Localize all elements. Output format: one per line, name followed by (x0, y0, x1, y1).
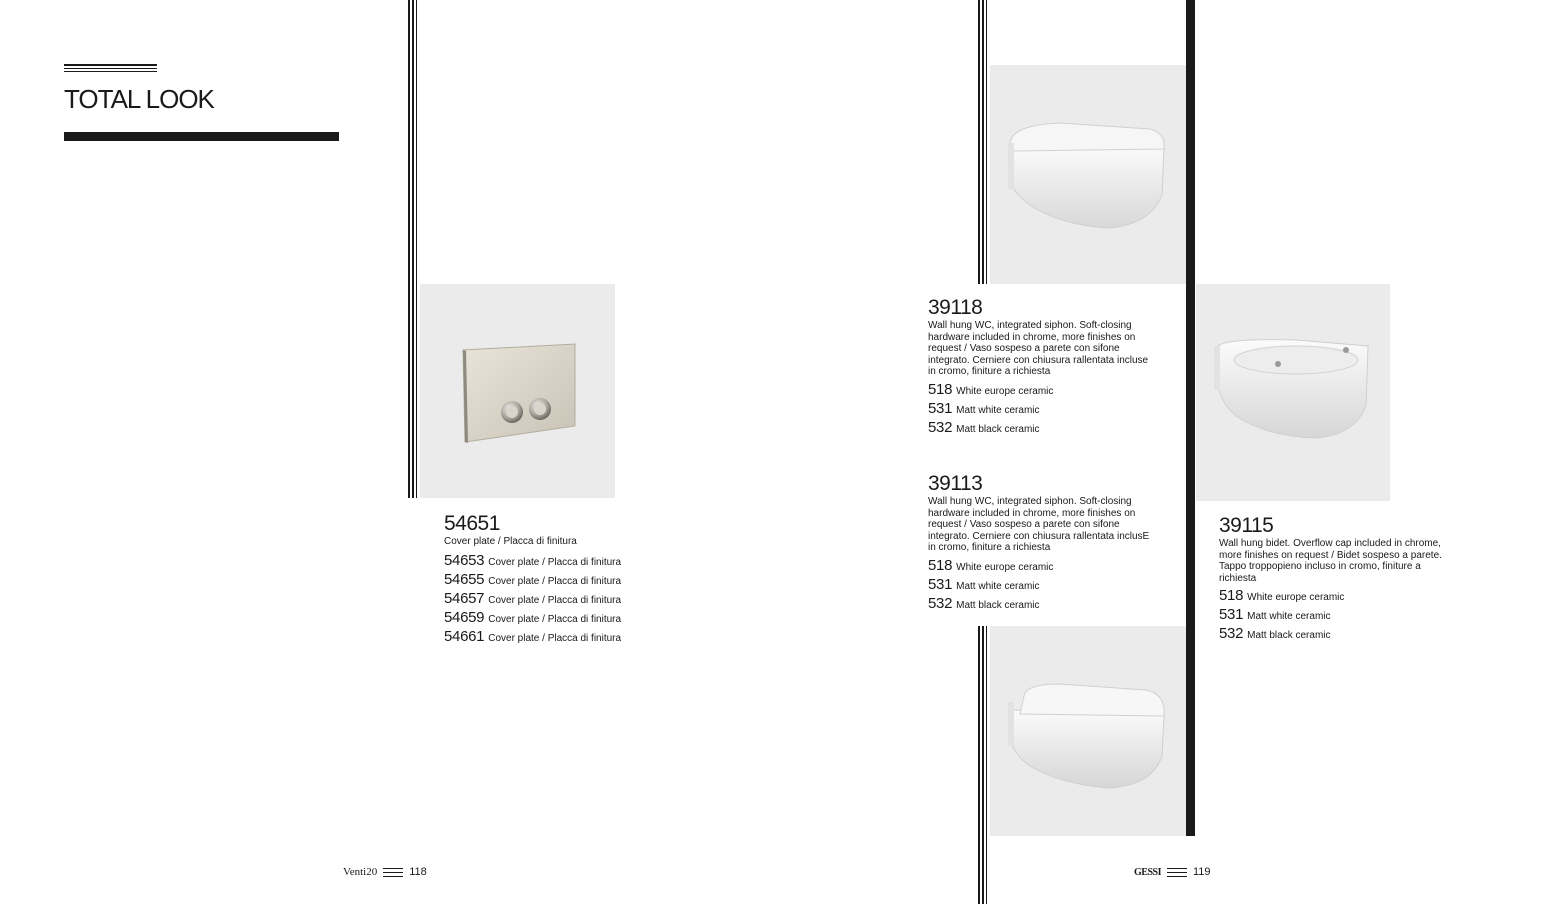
variant-label: Cover plate / Placca di finitura (488, 613, 622, 625)
footer-rule-icon (1167, 868, 1187, 877)
product-39118-block (928, 296, 1156, 438)
divider-center-e (982, 626, 984, 904)
finish-row (1219, 606, 1447, 625)
variant-row (444, 571, 644, 590)
variant-code: 54657 (444, 589, 485, 607)
finish-code: 518 (928, 556, 953, 574)
finish-code: 518 (1219, 587, 1244, 604)
finish-label: Matt white ceramic (1247, 611, 1331, 622)
product-code: 39113 (928, 472, 983, 495)
finish-label: White europe ceramic (956, 385, 1054, 397)
variant-label: Cover plate / Placca di finitura (488, 556, 622, 568)
wc-39118-photo (990, 65, 1186, 284)
cover-plate-photo (420, 284, 615, 498)
finish-label: Matt black ceramic (956, 423, 1040, 435)
divider-center-d (978, 626, 980, 904)
finish-label: Matt white ceramic (956, 580, 1040, 592)
divider-left-c (416, 0, 417, 498)
wc-image (990, 65, 1186, 284)
wc-image (990, 626, 1186, 836)
product-description: Wall hung bidet. Overflow cap included in chrome, more finishes on request / Bidet sospeso a parete. Tappo troppopieno incluso in cromo, finiture a richiesta (1219, 538, 1442, 584)
finish-row (928, 576, 1156, 595)
footer-left (343, 866, 427, 878)
finish-row (928, 557, 1156, 576)
finish-code: 531 (1219, 606, 1244, 623)
finish-code: 531 (928, 575, 953, 593)
finish-code: 532 (928, 594, 953, 612)
title-thick-rule (64, 132, 339, 141)
wc-39113-photo (990, 626, 1186, 836)
finish-label: Matt white ceramic (956, 404, 1040, 416)
footer-brand: Venti20 (343, 866, 378, 878)
variant-code: 54661 (444, 627, 485, 645)
variant-code: 54655 (444, 570, 485, 588)
finish-row (1219, 625, 1447, 644)
divider-center-b (982, 0, 984, 284)
variant-row (444, 552, 644, 571)
divider-right-bar (1186, 0, 1195, 836)
page-number: 119 (1192, 866, 1211, 878)
product-description: Wall hung WC, integrated siphon. Soft-closing hardware included in chrome, more finishes on request / Vaso sospeso a parete con sifone integrato. Cerniere con chiusura rallentata inclusE in cromo, finiture a richiesta (928, 496, 1150, 553)
finish-row (928, 419, 1156, 438)
product-code: 54651 (444, 512, 500, 535)
footer-right (1134, 866, 1211, 878)
finish-row (928, 381, 1156, 400)
product-code: 39115 (1219, 514, 1274, 537)
finish-label: Matt black ceramic (956, 599, 1040, 611)
bidet-image (1196, 284, 1390, 501)
product-39115-block (1219, 514, 1447, 644)
left-product-block (444, 512, 644, 647)
divider-center-c (986, 0, 987, 284)
divider-center-f (986, 626, 987, 904)
finish-row (1219, 587, 1447, 606)
variant-row (444, 628, 644, 647)
finish-label: White europe ceramic (1247, 592, 1345, 603)
variant-label: Cover plate / Placca di finitura (488, 632, 622, 644)
variant-code: 54653 (444, 551, 485, 569)
variant-row (444, 590, 644, 609)
finish-code: 518 (928, 380, 953, 398)
divider-center-a (978, 0, 980, 284)
variant-code: 54659 (444, 608, 485, 626)
finish-code: 532 (928, 418, 953, 436)
divider-left-b (412, 0, 414, 498)
bidet-39115-photo (1196, 284, 1390, 501)
finish-row (928, 595, 1156, 614)
page-title: TOTAL LOOK (64, 84, 214, 114)
product-description: Wall hung WC, integrated siphon. Soft-closing hardware included in chrome, more finishes on request / Vaso sospeso a parete con sifone integrato. Cerniere con chiusura rallentata incluse in cromo, finiture a richiesta (928, 320, 1149, 377)
variant-label: Cover plate / Placca di finitura (488, 594, 622, 606)
product-code: 39118 (928, 296, 983, 319)
cover-plate-image (420, 284, 615, 498)
page-number: 118 (409, 866, 427, 878)
footer-brand: GESSI (1134, 866, 1161, 878)
title-double-rule (64, 64, 157, 72)
divider-left-a (408, 0, 410, 498)
product-39113-block (928, 472, 1156, 614)
footer-rule-icon (383, 868, 403, 877)
product-description: Cover plate / Placca di finitura (444, 536, 577, 547)
finish-code: 531 (928, 399, 953, 417)
finish-row (928, 400, 1156, 419)
variant-row (444, 609, 644, 628)
finish-code: 532 (1219, 625, 1244, 642)
finish-label: White europe ceramic (956, 561, 1054, 573)
variant-label: Cover plate / Placca di finitura (488, 575, 622, 587)
finish-label: Matt black ceramic (1247, 630, 1331, 641)
